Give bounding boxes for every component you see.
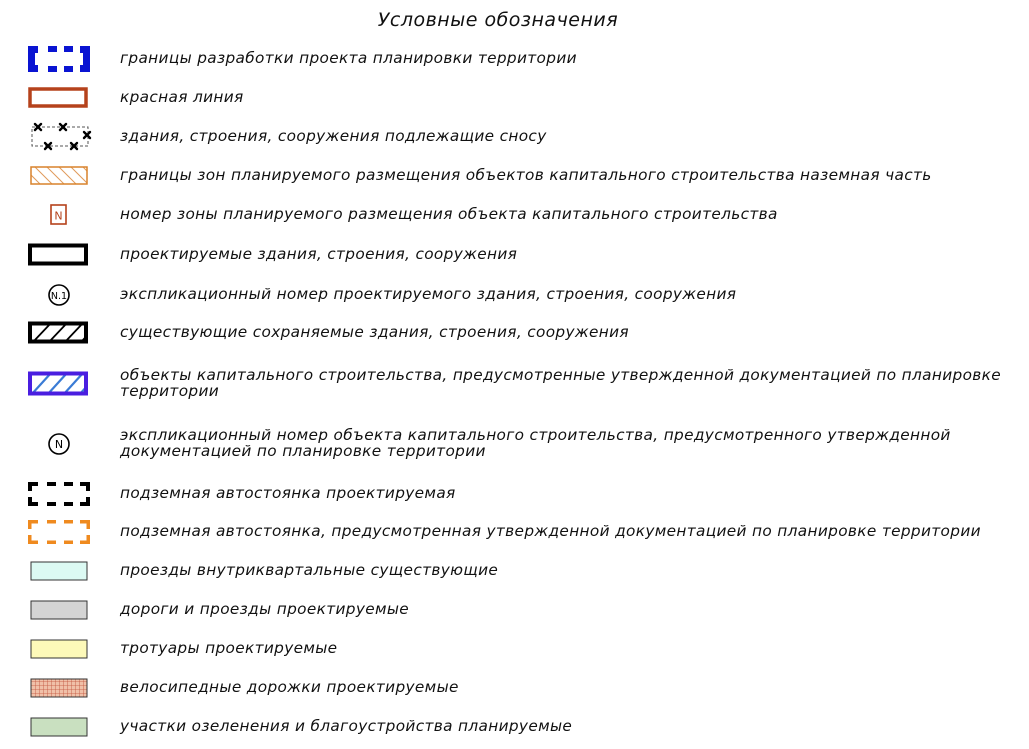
legend-item-underground-parking-designed (0, 481, 1029, 507)
legend-item-label: границы зон планируемого размещения объектов капитального строительства наземная часть (120, 166, 932, 184)
legend-item-designed-buildings (0, 243, 1029, 267)
legend-item-bike-paths (0, 677, 1029, 699)
legend-item-label: дороги и проезды проектируемые (120, 600, 410, 618)
legend-item-capital-zones (0, 165, 1029, 187)
legend-item-label: подземная автостоянка проектируемая (120, 484, 456, 502)
legend-item-demolition (0, 122, 1029, 150)
legend-item-existing-driveways (0, 560, 1029, 582)
legend-item-greenery (0, 716, 1029, 738)
legend-item-approved-objects (0, 366, 1029, 402)
blue-dashed-boundary-icon (27, 45, 91, 73)
legend-item-label: проектируемые здания, строения, сооружения (120, 245, 518, 263)
legend-item-designed-roads (0, 599, 1029, 621)
legend-item-label: красная линия (120, 88, 244, 106)
legend-item-underground-parking-approved (0, 519, 1029, 545)
legend-item-label: проезды внутриквартальные существующие (120, 561, 499, 579)
approved-object-hatched-icon (27, 371, 91, 397)
approved-number-circle-icon (27, 431, 91, 457)
gray-fill-icon (27, 599, 91, 621)
legend-item-label: существующие сохраняемые здания, строения, сооружения (120, 323, 629, 341)
legend-item-approved-number (0, 426, 1029, 462)
legend-item-label: номер зоны планируемого размещения объекта капитального строительства (120, 205, 778, 223)
legend-item-label: велосипедные дорожки проектируемые (120, 678, 459, 696)
legend-item-label: тротуары проектируемые (120, 639, 338, 657)
legend-item-zone-number (0, 203, 1029, 227)
demolition-buildings-icon (27, 122, 91, 150)
legend-item-label: подземная автостоянка, предусмотренная утвержденной документацией по планировке территории (120, 522, 981, 540)
legend-item-label: участки озеленения и благоустройства планируемые (120, 717, 573, 735)
legend-item-existing-kept (0, 321, 1029, 345)
legend-item-label: границы разработки проекта планировки территории (120, 49, 577, 67)
legend-item-label: объекты капитального строительства, предусмотренные утвержденной документацией по планировке территории (120, 366, 1001, 400)
green-fill-icon (27, 716, 91, 738)
designed-building-icon (27, 243, 91, 267)
legend-item-project-boundary (0, 45, 1029, 73)
legend-item-label: экспликационный номер объекта капитального строительства, предусмотренного утвержденной документацией по планировке территории (120, 426, 951, 460)
zone-number-icon (27, 203, 91, 227)
approved-number-symbol: N (54, 438, 64, 451)
red-line-icon (27, 87, 91, 109)
brick-grid-fill-icon (27, 677, 91, 699)
designed-number-symbol: N.1 (50, 291, 68, 302)
legend-item-designed-sidewalks (0, 638, 1029, 660)
yellow-fill-icon (27, 638, 91, 660)
mint-fill-icon (27, 560, 91, 582)
existing-building-hatched-icon (27, 321, 91, 345)
designed-number-circle-icon (27, 282, 91, 308)
legend-title: Условные обозначения (377, 9, 619, 31)
legend-item-label: здания, строения, сооружения подлежащие сносу (120, 127, 547, 145)
zone-number-symbol: N (54, 209, 63, 223)
legend-item-red-line (0, 87, 1029, 109)
legend-item-designed-number (0, 282, 1029, 308)
black-dashed-parking-icon (27, 481, 91, 507)
legend-item-label: экспликационный номер проектируемого здания, строения, сооружения (120, 285, 737, 303)
orange-dashed-parking-icon (27, 519, 91, 545)
hatched-orange-zone-icon (27, 165, 91, 187)
